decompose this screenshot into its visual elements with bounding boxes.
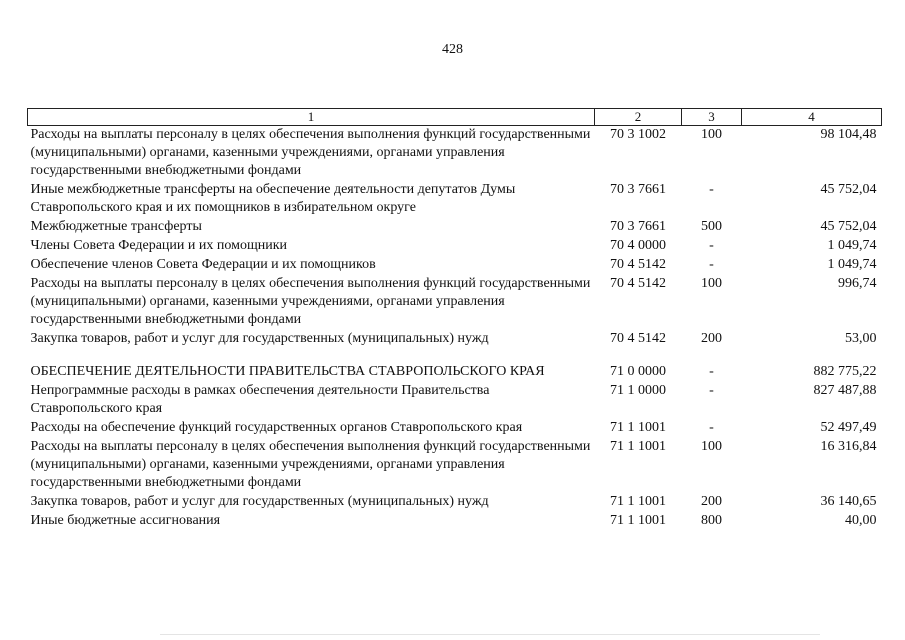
row-code: 70 3 7661	[610, 219, 666, 234]
row-amount: 1 049,74	[827, 238, 877, 253]
row-amount: 45 752,04	[820, 219, 877, 234]
row-code: 71 1 0000	[610, 383, 666, 398]
header-col-4: 4	[742, 109, 882, 126]
row-name: Межбюджетные трансферты	[30, 219, 202, 234]
row-amount: 98 104,48	[820, 127, 877, 142]
row-spacer	[28, 349, 882, 363]
table-row	[28, 256, 882, 275]
table-row	[28, 493, 882, 512]
row-type: -	[709, 257, 714, 272]
row-type: 500	[701, 219, 722, 234]
table-row	[28, 419, 882, 438]
row-amount: 827 487,88	[813, 383, 877, 398]
row-code: 71 1 1001	[610, 513, 666, 528]
header-col-1: 1	[28, 109, 595, 126]
table-row	[28, 126, 882, 182]
row-amount: 52 497,49	[820, 420, 877, 435]
row-type: -	[709, 364, 714, 379]
table-row	[28, 438, 882, 493]
table-row	[28, 237, 882, 256]
header-col-2: 2	[595, 109, 682, 126]
table-row	[28, 330, 882, 349]
row-amount: 996,74	[838, 276, 877, 291]
row-type: -	[709, 383, 714, 398]
row-amount: 1 049,74	[827, 257, 877, 272]
row-amount: 45 752,04	[820, 182, 877, 197]
row-code: 71 1 1001	[610, 494, 666, 509]
table-row	[28, 275, 882, 330]
row-type: -	[709, 238, 714, 253]
table-row	[28, 181, 882, 218]
row-code: 70 4 5142	[610, 257, 666, 272]
page-number: 428	[442, 42, 463, 57]
row-name: Расходы на выплаты персоналу в целях обеспечения выполнения функций государственными (муниципальными) органами, казенными учреждениями, органами управления государственными внебюджетными фондами	[30, 127, 591, 178]
section-title: ОБЕСПЕЧЕНИЕ ДЕЯТЕЛЬНОСТИ ПРАВИТЕЛЬСТВА СТАВРОПОЛЬСКОГО КРАЯ	[30, 364, 545, 379]
scan-artifact-line	[160, 634, 820, 635]
row-code: 70 4 0000	[610, 238, 666, 253]
table-row	[28, 512, 882, 531]
row-name: Закупка товаров, работ и услуг для государственных (муниципальных) нужд	[30, 494, 489, 509]
row-code: 71 1 1001	[610, 420, 666, 435]
row-amount: 16 316,84	[820, 439, 877, 454]
row-amount: 53,00	[845, 331, 877, 346]
row-type: 200	[701, 494, 722, 509]
row-name: Иные бюджетные ассигнования	[30, 513, 221, 528]
row-code: 70 4 5142	[610, 276, 666, 291]
row-type: 800	[701, 513, 722, 528]
row-type: 100	[701, 439, 722, 454]
budget-table	[27, 108, 882, 531]
row-code: 71 1 1001	[610, 439, 666, 454]
row-name: Непрограммные расходы в рамках обеспечения деятельности Правительства Ставропольского края	[30, 383, 490, 416]
row-type: -	[709, 420, 714, 435]
row-name: Обеспечение членов Совета Федерации и их помощников	[30, 257, 376, 272]
row-amount: 40,00	[845, 513, 877, 528]
table-row-section	[28, 363, 882, 382]
row-type: 100	[701, 127, 722, 142]
row-name: Расходы на выплаты персоналу в целях обеспечения выполнения функций государственными (муниципальными) органами, казенными учреждениями, органами управления государственными внебюджетными фондами	[30, 439, 591, 490]
row-code: 70 3 7661	[610, 182, 666, 197]
table-row	[28, 218, 882, 237]
row-name: Закупка товаров, работ и услуг для государственных (муниципальных) нужд	[30, 331, 489, 346]
row-name: Члены Совета Федерации и их помощники	[30, 238, 288, 253]
row-name: Иные межбюджетные трансферты на обеспечение деятельности депутатов Думы Ставропольского края и их помощников в избирательном округе	[30, 182, 516, 215]
row-code: 70 3 1002	[610, 127, 666, 142]
row-type: 200	[701, 331, 722, 346]
row-name: Расходы на обеспечение функций государственных органов Ставропольского края	[30, 420, 523, 435]
header-col-3: 3	[682, 109, 742, 126]
row-code: 71 0 0000	[610, 364, 666, 379]
row-code: 70 4 5142	[610, 331, 666, 346]
row-amount: 36 140,65	[820, 494, 877, 509]
row-type: -	[709, 182, 714, 197]
row-name: Расходы на выплаты персоналу в целях обеспечения выполнения функций государственными (муниципальными) органами, казенными учреждениями, органами управления государственными внебюджетными фондами	[30, 276, 591, 327]
row-amount: 882 775,22	[813, 364, 877, 379]
table-header-row	[28, 109, 882, 126]
row-type: 100	[701, 276, 722, 291]
table-row	[28, 382, 882, 419]
